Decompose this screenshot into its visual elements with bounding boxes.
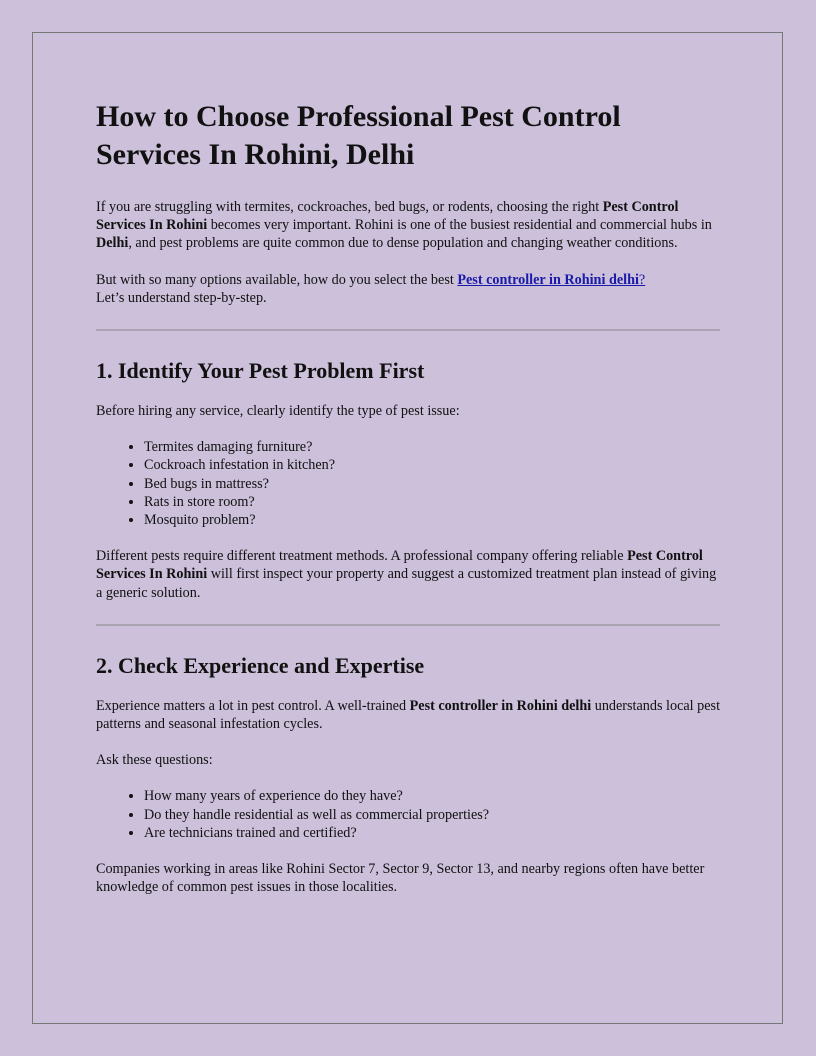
section-2-closing: Companies working in areas like Rohini Sector 7, Sector 9, Sector 13, and nearby regions often have better knowledge of common pest issues in those localities. <box>96 861 705 896</box>
closing-bold: Pest Control Services In Rohini <box>96 548 703 583</box>
intro-bold-delhi: Delhi <box>96 235 129 252</box>
divider <box>96 329 720 331</box>
intro-text: becomes very important. Rohini is one of the busiest residential and commercial hubs in <box>207 217 712 234</box>
list-item: • Do they handle residential as well as commercial properties? <box>144 806 720 824</box>
pest-controller-link[interactable] <box>457 272 645 288</box>
section-2-heading: 2. Check Experience and Expertise <box>96 652 425 678</box>
link-question-mark: ? <box>638 271 646 288</box>
lead-text: understands local pest patterns and seasonal infestation cycles. <box>96 697 721 733</box>
link-label: Pest controller in Rohini delhi <box>457 271 639 288</box>
intro-bold-service: Pest Control Services In Rohini <box>96 199 679 234</box>
section-1-lead: Before hiring any service, clearly identify the type of pest issue: <box>96 403 460 420</box>
intro-text: If you are struggling with termites, cockroaches, bed bugs, or rodents, choosing the right <box>96 199 603 215</box>
page-title: How to Choose Professional Pest Control Services In Rohini, Delhi <box>96 100 621 171</box>
intro-paragraph <box>96 198 720 253</box>
closing-text: Different pests require different treatment methods. A professional company offering reliable <box>96 548 628 565</box>
document-body <box>96 98 720 914</box>
divider <box>96 624 720 626</box>
section-2-ask: Ask these questions: <box>96 752 213 769</box>
section-2-lead <box>96 697 720 733</box>
list-item: • How many years of experience do they have? <box>144 787 720 805</box>
list-item: • Are technicians trained and certified? <box>144 824 720 842</box>
closing-text: will first inspect your property and suggest a customized treatment plan instead of giving a generic solution. <box>96 566 717 601</box>
question-text: But with so many options available, how do you select the best <box>96 271 458 288</box>
section-1-heading: 1. Identify Your Pest Problem First <box>96 358 425 384</box>
question-text: Let’s understand step-by-step. <box>96 289 267 306</box>
section-2-list <box>96 787 720 842</box>
lead-text: Experience matters a lot in pest control. A well-trained <box>96 697 410 714</box>
intro-text: , and pest problems are quite common due to dense population and changing weather conditions. <box>128 235 678 252</box>
list-item: • Termites damaging furniture? <box>144 438 720 456</box>
section-1-list <box>96 438 720 529</box>
list-item: • Rats in store room? <box>144 493 720 511</box>
intro-question-paragraph <box>96 271 720 307</box>
list-item: • Cockroach infestation in kitchen? <box>144 456 720 474</box>
section-1-closing <box>96 547 720 602</box>
lead-bold: Pest controller in Rohini delhi <box>409 697 592 714</box>
list-item: • Bed bugs in mattress? <box>144 475 720 493</box>
list-item: • Mosquito problem? <box>144 511 720 529</box>
